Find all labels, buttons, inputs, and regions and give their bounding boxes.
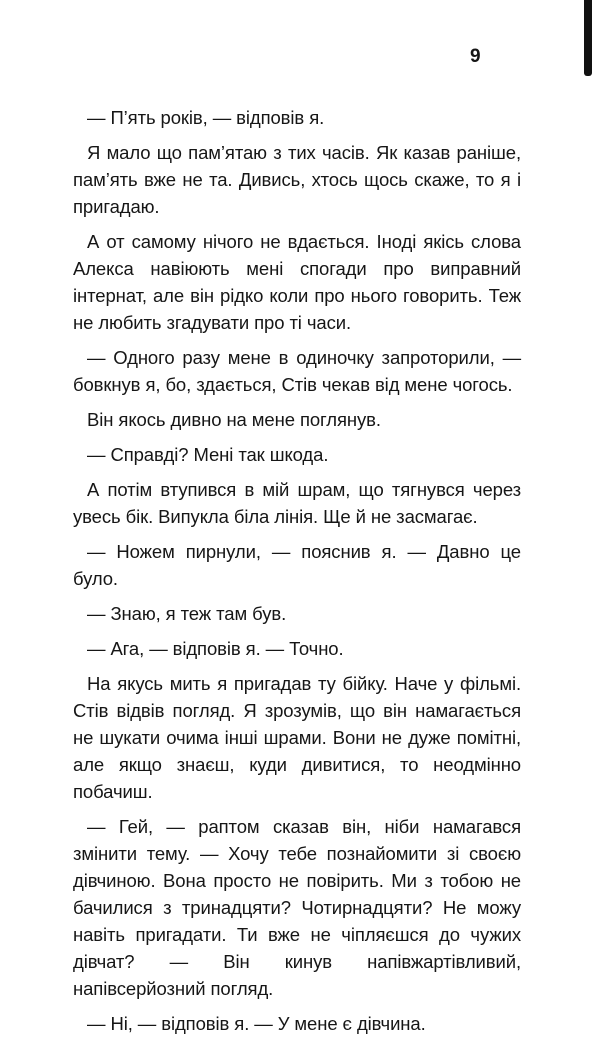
paragraph-3: А от самому нічого не вдається. Іноді якісь слова Алекса навіюють мені спогади про виправний інтернат, але він рідко коли про нього говорить. Теж не любить згадувати про ті часи. [73, 231, 521, 333]
paragraph-1: — П’ять років, — відповів я. [87, 107, 325, 128]
paragraph-9: — Знаю, я теж там був. [87, 603, 287, 624]
paragraph-8: — Ножем пирнули, — пояснив я. — Давно це було. [73, 541, 521, 589]
paragraph-10: — Ага, — відповів я. — Точно. [87, 638, 344, 659]
paragraph-7: А потім втупився в мій шрам, що тягнувся через увесь бік. Випукла біла лінія. Ще й не засмагає. [73, 479, 521, 527]
page-edge-mark [584, 0, 592, 76]
book-text [73, 104, 521, 1045]
paragraph-12: — Гей, — раптом сказав він, ніби намагався змінити тему. — Хочу тебе познайомити зі своєю дівчиною. Вона просто не повірить. Ми з тобою не бачилися з тринадцяти? Чотирнадцяти? Не можу навіть пригадати. Ти вже не чіпляєшся до чужих дівчат? — Він кинув напівжартівливий, напівсерйозний погляд. [73, 816, 521, 999]
paragraph-6: — Справді? Мені так шкода. [87, 444, 329, 465]
paragraph-11: На якусь мить я пригадав ту бійку. Наче у фільмі. Стів відвів погляд. Я зрозумів, що він намагається не шукати очима інші шрами. Вони не дуже помітні, але якщо знаєш, куди дивитися, то неодмінно побачиш. [73, 673, 521, 802]
paragraph-13: — Ні, — відповів я. — У мене є дівчина. [87, 1013, 426, 1034]
paragraph-5: Він якось дивно на мене поглянув. [87, 409, 381, 430]
page-number: 9 [470, 46, 481, 67]
paragraph-2: Я мало що пам’ятаю з тих часів. Як казав раніше, пам’ять вже не та. Дивись, хтось щось скаже, то я і пригадаю. [73, 142, 521, 217]
paragraph-4: — Одного разу мене в одиночку запроторили, — бовкнув я, бо, здається, Стів чекав від мене чогось. [73, 347, 521, 395]
